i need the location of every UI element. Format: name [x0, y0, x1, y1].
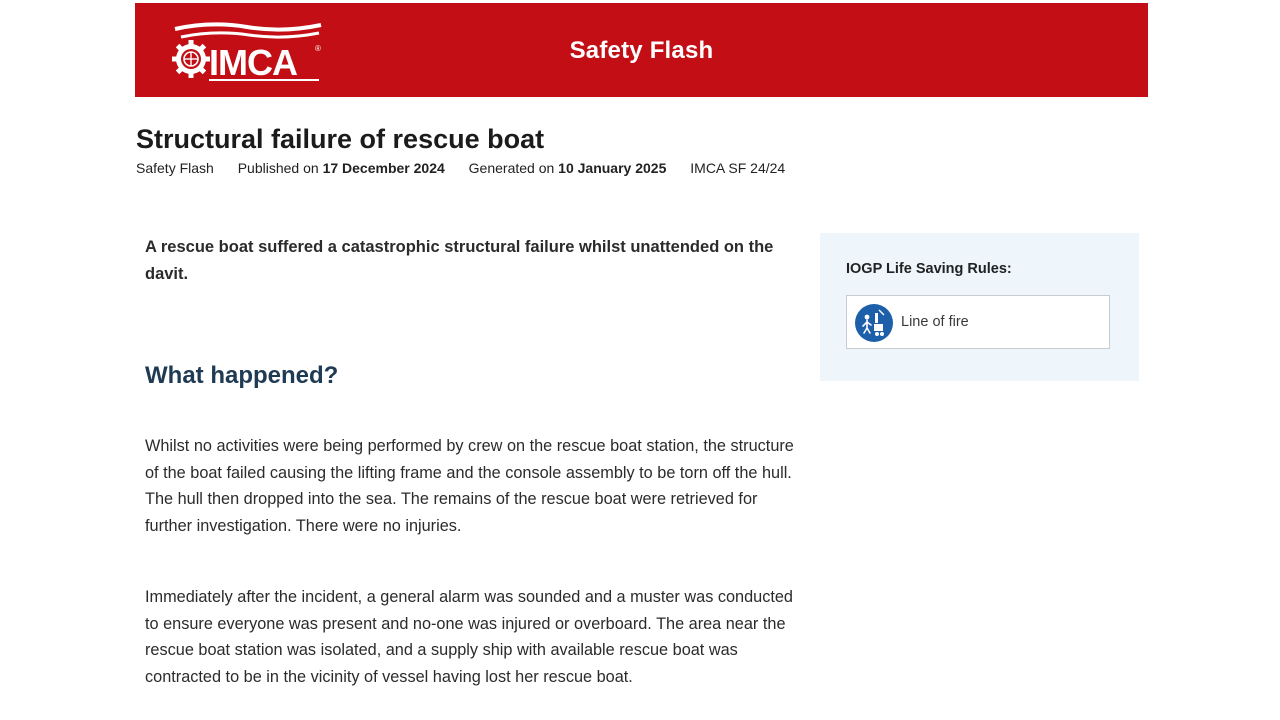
body-paragraph: Immediately after the incident, a general alarm was sounded and a muster was conducted to ensure everyone was present and no-one was injured or overboard. The area near the rescue boat station was isolated, and a supply ship with available rescue boat was contracted to be in the vicinity of vessel having lost her rescue boat. [145, 588, 793, 686]
rule-label: Line of fire [901, 314, 969, 330]
banner-title: Safety Flash [569, 37, 714, 64]
life-saving-rules-heading: IOGP Life Saving Rules: [846, 261, 1012, 277]
body-paragraph: Whilst no activities were being performed by crew on the rescue boat station, the structure of the boat failed causing the lifting frame and the console assembly to be torn off the hull. The hull then dropped into the sea. The remains of the rescue boat were retrieved for further investigation. There were no injuries. [145, 437, 794, 535]
meta-generated-date: 10 January 2025 [558, 160, 667, 176]
meta-published-date: 17 December 2024 [322, 160, 445, 176]
rule-card-line-of-fire[interactable] [846, 295, 1110, 349]
meta-generated [469, 160, 667, 176]
life-saving-rules-panel [820, 233, 1139, 381]
meta-reference: IMCA SF 24/24 [690, 160, 786, 176]
page-title: Structural failure of rescue boat [136, 124, 545, 154]
svg-text:IMCA: IMCA [209, 42, 297, 83]
section-heading-what-happened: What happened? [145, 362, 339, 389]
lead-summary: A rescue boat suffered a catastrophic structural failure whilst unattended on the davit. [145, 238, 774, 283]
meta-type: Safety Flash [136, 160, 214, 176]
meta-published-label: Published on [237, 160, 319, 176]
header-banner [135, 3, 1148, 97]
line-of-fire-icon [855, 304, 893, 342]
meta-published [238, 160, 445, 176]
meta-generated-label: Generated on [468, 160, 555, 176]
svg-text:®: ® [315, 44, 321, 53]
document-meta [136, 160, 805, 176]
